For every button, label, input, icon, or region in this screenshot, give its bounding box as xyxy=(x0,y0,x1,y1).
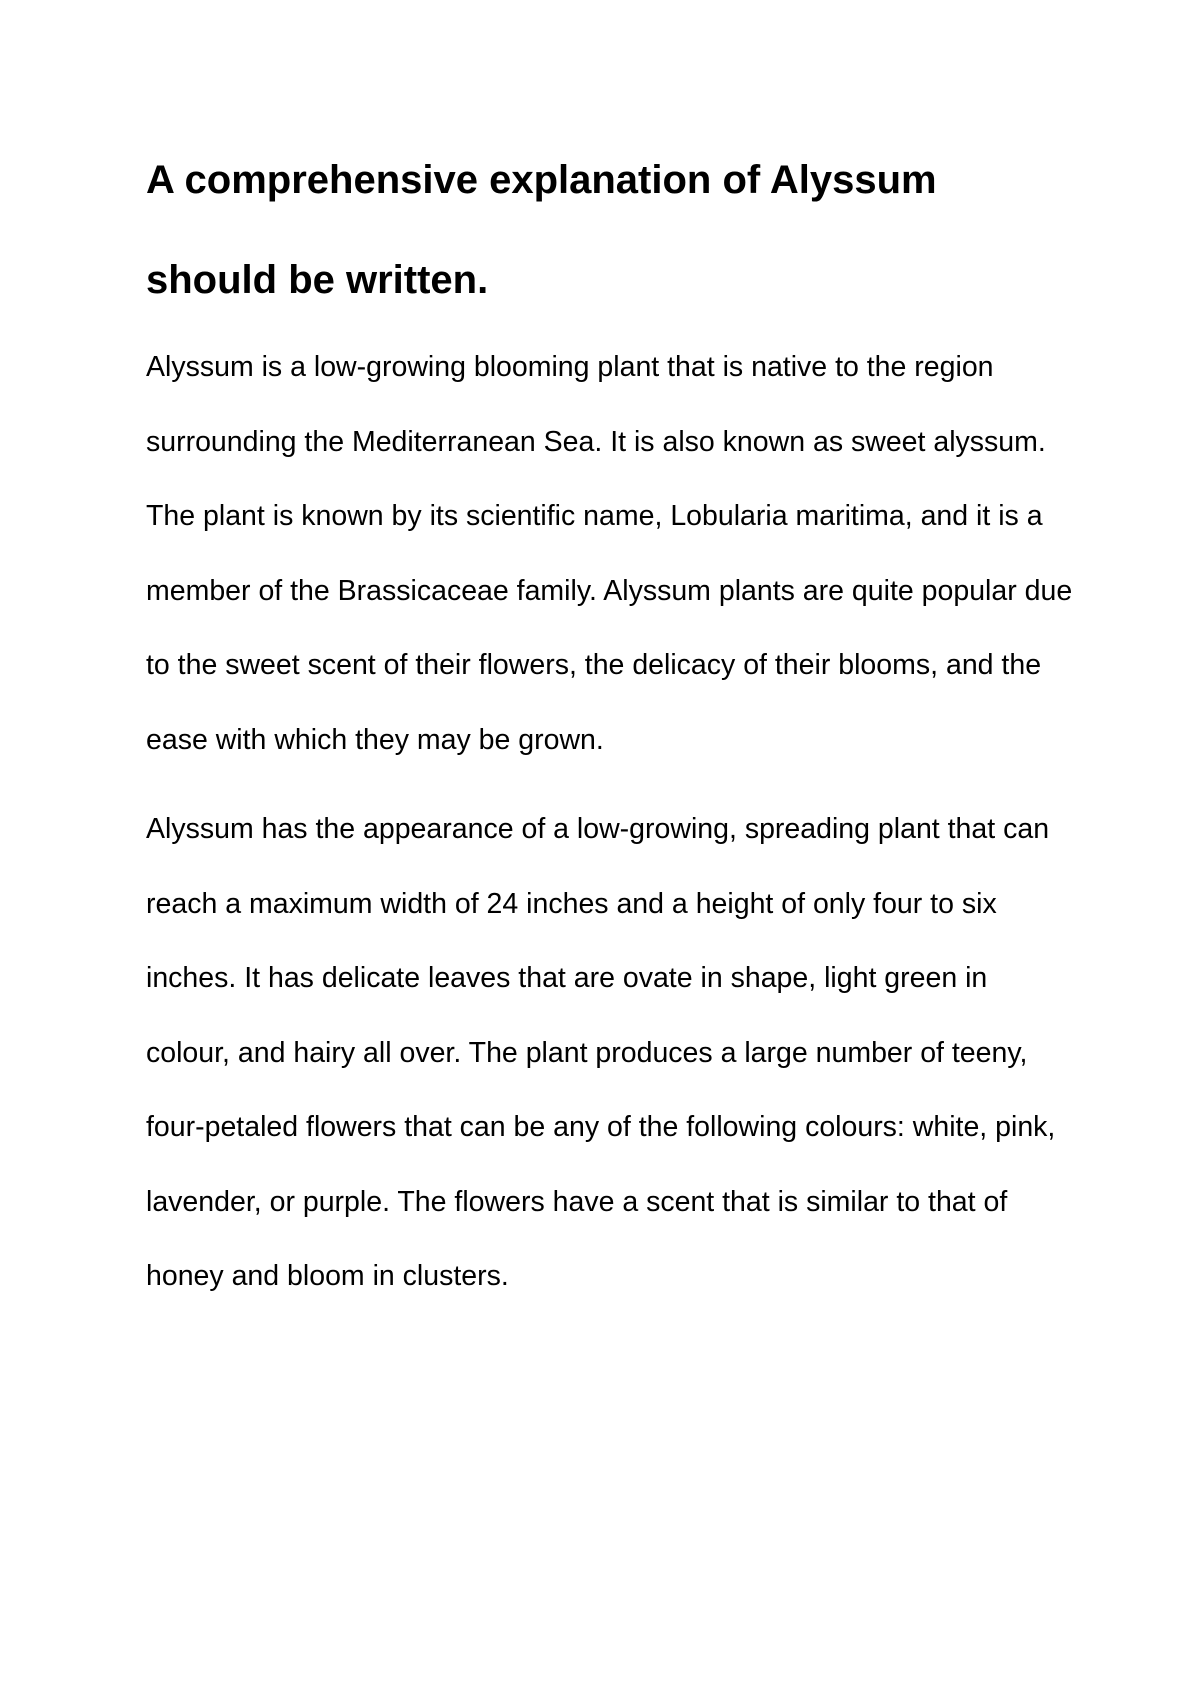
document-body xyxy=(146,130,1076,1314)
document-title: A comprehensive explanation of Alyssum should be written. xyxy=(146,158,937,302)
paragraph-intro: Alyssum is a low-growing blooming plant that is native to the region surrounding the Mediterranean Sea. It is also known as sweet alyssum. The plant is known by its scientific name, Lobularia maritima, and it is a member of the Brassicaceae family. Alyssum plants are quite popular due to the sweet scent of their flowers, the delicacy of their blooms, and the ease with which they may be grown. xyxy=(146,351,1073,756)
paragraph-appearance: Alyssum has the appearance of a low-growing, spreading plant that can reach a maximum width of 24 inches and a height of only four to six inches. It has delicate leaves that are ovate in shape, light green in colour, and hairy all over. The plant produces a large number of teeny, four-petaled flowers that can be any of the following colours: white, pink, lavender, or purple. The flowers have a scent that is similar to that of honey and bloom in clusters. xyxy=(146,813,1056,1292)
